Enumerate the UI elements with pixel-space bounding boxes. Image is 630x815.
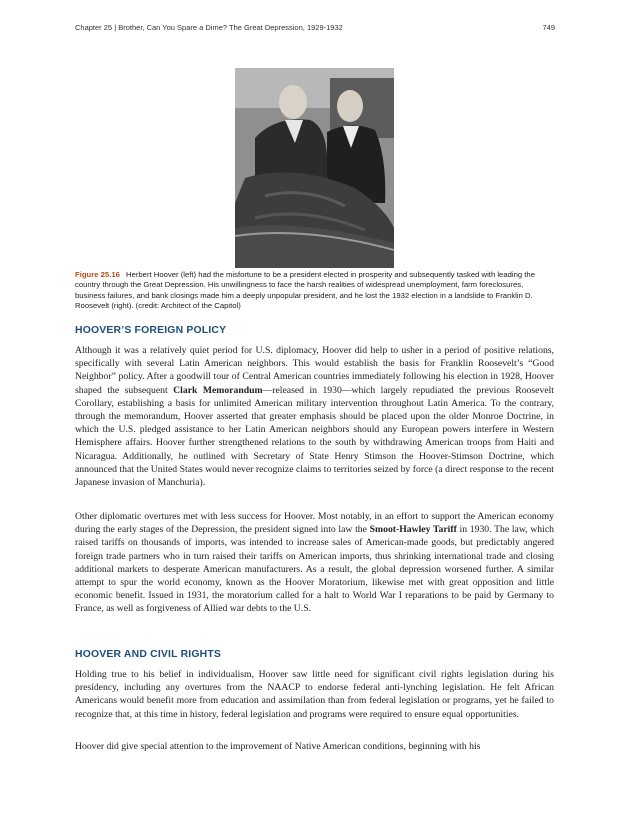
running-head: [75, 23, 555, 32]
paragraph-foreign-policy-1: [75, 344, 554, 489]
paragraph-text: Hoover did give special attention to the improvement of Native American conditions, beginning with his: [75, 741, 481, 752]
page-number: 749: [542, 23, 555, 32]
paragraph-text: Other diplomatic overtures met with less success for Hoover. Most notably, in an effort to support the American economy during the early stages of the Depression, the president signed into law the: [75, 511, 554, 536]
figure-caption: [75, 270, 553, 312]
key-term-smoot-hawley-tariff: Smoot-Hawley Tariff: [369, 524, 457, 536]
section-heading-foreign-policy: HOOVER’S FOREIGN POLICY: [75, 325, 227, 336]
key-term-clark-memorandum: Clark Memorandum: [173, 384, 263, 396]
paragraph-text: Although it was a relatively quiet period for U.S. diplomacy, Hoover did help to usher in a period of positive relations, specifically with several Latin American neighbors. This would establish the basis for Franklin Roosevelt’s “Good Neighbor” policy. After a goodwill tour of Central American countries immediately following his election in 1928, Hoover shaped the subsequent: [75, 345, 554, 396]
paragraph-foreign-policy-2: [75, 510, 554, 616]
section-heading-civil-rights: HOOVER AND CIVIL RIGHTS: [75, 649, 222, 660]
paragraph-text: Holding true to his belief in individualism, Hoover saw little need for significant civil rights legislation during his presidency, including any overtures from the NAACP to endorse federal anti-lynching legislation. He felt African Americans would benefit more from education and assimilation than from federal legislation or programs, yet he failed to recognize that, at this time in history, federal legislation and programs were required to ensure equal opportunities.: [75, 669, 554, 720]
chapter-title: Chapter 25 | Brother, Can You Spare a Dime? The Great Depression, 1929-1932: [75, 23, 343, 32]
photo-illustration: [235, 68, 394, 268]
paragraph-text: in 1930. The law, which raised tariffs on thousands of imports, was intended to increase sales of American-made goods, but predictably angered foreign trade partners who in turn raised their tariffs on American imports, thus shrinking international trade and closing additional markets to desperate American manufacturers. As a result, the global depression worsened further. A similar attempt to spur the world economy, known as the Hoover Moratorium, likewise met with great opposition and little economic benefit. Issued in 1931, the moratorium called for a halt to World War I reparations to be paid by Germany to France, as well as forgiveness of Allied war debts to the U.S.: [75, 524, 554, 615]
paragraph-civil-rights-2: [75, 740, 554, 753]
figure-photo: [235, 68, 394, 268]
paragraph-text: —released in 1930—which largely repudiated the previous Roosevelt Corollary, establishing a basis for unlimited American military intervention throughout Latin America. To the contrary, through the memorandum, Hoover asserted that greater emphasis should be placed upon the older Monroe Doctrine, in which the U.S. pledged assistance to her Latin American neighbors should any European powers interfere in Western Hemisphere affairs. Hoover further strengthened relations to the south by withdrawing American troops from Haiti and Nicaragua. Additionally, he outlined with Secretary of State Henry Stimson the Hoover-Stimson Doctrine, which announced that the United States would never recognize claims to territories seized by force (a direct response to the recent Japanese invasion of Manchuria).: [75, 384, 554, 489]
paragraph-civil-rights-1: [75, 668, 554, 721]
figure-label: Figure 25.16: [75, 270, 120, 279]
figure-caption-text: Herbert Hoover (left) had the misfortune to be a president elected in prosperity and subsequently tasked with leading the country through the Great Depression. His unwillingness to face the harsh realities of widespread unemployment, farm foreclosures, business failures, and bank closings made him a deeply unpopular president, and he lost the 1932 election in a landslide to Franklin D. Roosevelt (right). (credit: Architect of the Capitol): [75, 270, 535, 311]
